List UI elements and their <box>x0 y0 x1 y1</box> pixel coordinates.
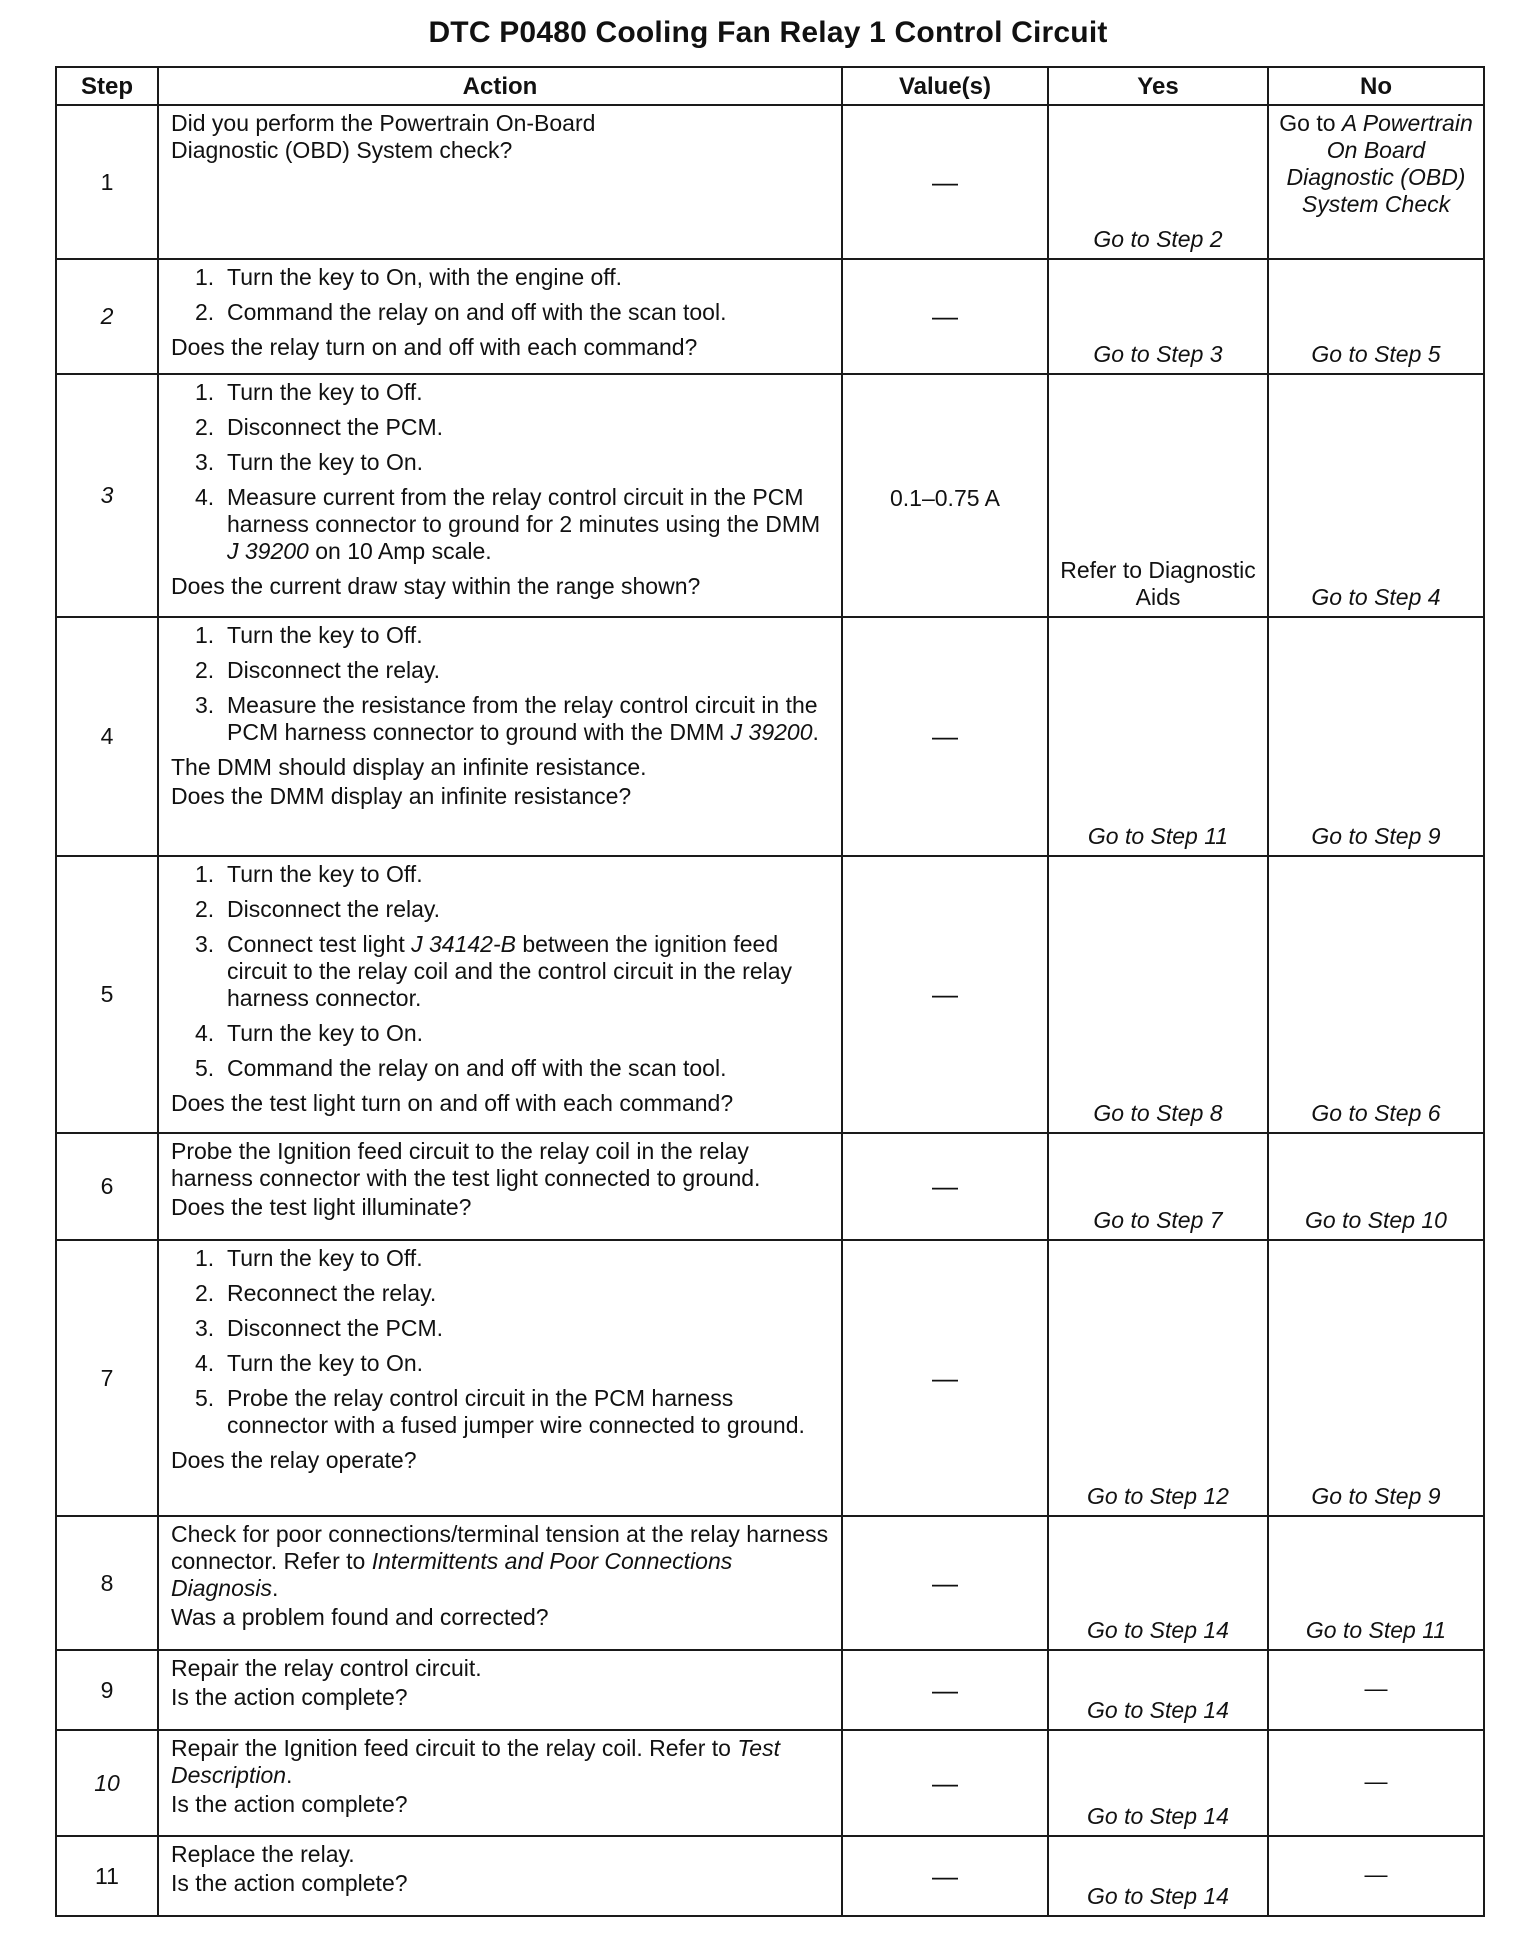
action-item: 1. Turn the key to Off. <box>195 622 423 648</box>
yes-cell: Go to Step 14 <box>1048 1836 1268 1916</box>
action-question: Is the action complete? <box>171 1870 408 1896</box>
value-cell: — <box>842 1240 1048 1516</box>
action-note: The DMM should display an infinite resistance. <box>171 754 647 780</box>
action-question: Does the current draw stay within the range shown? <box>171 573 701 599</box>
action-question: Is the action complete? <box>171 1791 408 1817</box>
value-cell: — <box>842 259 1048 374</box>
column-header-step: Step <box>56 67 158 105</box>
action-question: Was a problem found and corrected? <box>171 1604 549 1630</box>
step-number: 1 <box>56 105 158 259</box>
no-cell: Go to Step 9 <box>1268 1240 1484 1516</box>
table-row <box>56 1133 1484 1240</box>
action-item: 3. Turn the key to On. <box>195 449 424 475</box>
tool-reference: J 39200 <box>227 538 309 564</box>
action-cell <box>158 1516 842 1650</box>
step-number: 9 <box>56 1650 158 1730</box>
action-item: 2. Disconnect the relay. <box>195 896 441 922</box>
step-number: 2 <box>56 259 158 374</box>
yes-cell: Go to Step 14 <box>1048 1730 1268 1836</box>
step-number: 4 <box>56 617 158 856</box>
action-cell <box>158 1133 842 1240</box>
yes-cell: Go to Step 3 <box>1048 259 1268 374</box>
action-question: Is the action complete? <box>171 1684 408 1710</box>
action-item: 3. Measure the resistance from the relay control circuit in the PCM harness connector to ground with the DMM J 39200. <box>195 692 819 745</box>
action-question: Does the test light turn on and off with each command? <box>171 1090 734 1116</box>
no-cell: Go to Step 4 <box>1268 374 1484 617</box>
action-item: 3. Disconnect the PCM. <box>195 1315 444 1341</box>
tool-reference: J 34142-B <box>411 931 516 957</box>
step-number: 5 <box>56 856 158 1133</box>
value-cell: — <box>842 1650 1048 1730</box>
doc-reference: Intermittents and Poor Connections Diagnosis <box>171 1548 733 1601</box>
action-cell <box>158 259 842 374</box>
value-cell: 0.1–0.75 A <box>842 374 1048 617</box>
no-cell: Go to Step 6 <box>1268 856 1484 1133</box>
table-row <box>56 374 1484 617</box>
step-number: 6 <box>56 1133 158 1240</box>
action-text: Replace the relay. <box>171 1841 355 1867</box>
no-cell: — <box>1268 1836 1484 1916</box>
step-number: 11 <box>56 1836 158 1916</box>
step-number: 7 <box>56 1240 158 1516</box>
action-item: 1. Turn the key to On, with the engine off. <box>195 264 623 290</box>
yes-cell: Go to Step 7 <box>1048 1133 1268 1240</box>
yes-cell: Go to Step 14 <box>1048 1516 1268 1650</box>
action-text: Did you perform the Powertrain On-Board Diagnostic (OBD) System check? <box>171 110 596 163</box>
no-cell <box>1268 105 1484 259</box>
action-text: Repair the relay control circuit. <box>171 1655 482 1681</box>
no-text: Go to <box>1279 110 1342 136</box>
action-text: Check for poor connections/terminal tension at the relay harness connector. Refer to Intermittents and Poor Connections Diagnosis. <box>171 1521 829 1601</box>
action-cell <box>158 105 842 259</box>
step-number: 8 <box>56 1516 158 1650</box>
yes-cell: Go to Step 11 <box>1048 617 1268 856</box>
step-number: 10 <box>56 1730 158 1836</box>
no-cell: Go to Step 9 <box>1268 617 1484 856</box>
no-reference: A Powertrain On Board Diagnostic (OBD) System Check <box>1286 110 1473 217</box>
action-cell <box>158 617 842 856</box>
action-item: 4. Turn the key to On. <box>195 1350 424 1376</box>
value-cell: — <box>842 105 1048 259</box>
action-item: 2. Command the relay on and off with the scan tool. <box>195 299 727 325</box>
action-item: 2. Reconnect the relay. <box>195 1280 437 1306</box>
yes-cell: Go to Step 12 <box>1048 1240 1268 1516</box>
table-row <box>56 1516 1484 1650</box>
value-cell: — <box>842 617 1048 856</box>
action-item: 5. Command the relay on and off with the scan tool. <box>195 1055 727 1081</box>
table-row <box>56 1240 1484 1516</box>
action-item: 1. Turn the key to Off. <box>195 1245 423 1271</box>
tool-reference: J 39200 <box>730 719 813 745</box>
yes-cell: Go to Step 8 <box>1048 856 1268 1133</box>
column-header-values: Value(s) <box>842 67 1048 105</box>
header-row <box>56 67 1484 105</box>
action-cell <box>158 1730 842 1836</box>
action-question: Does the test light illuminate? <box>171 1194 472 1220</box>
action-item: 3. Connect test light J 34142-B between the ignition feed circuit to the relay coil and the control circuit in the relay harness connector. <box>195 931 793 1011</box>
action-question: Does the relay operate? <box>171 1447 417 1473</box>
page-title: DTC P0480 Cooling Fan Relay 1 Control Circuit <box>428 16 1108 49</box>
no-cell: Go to Step 10 <box>1268 1133 1484 1240</box>
table-row <box>56 1650 1484 1730</box>
table-row <box>56 259 1484 374</box>
diagnostic-table <box>55 66 1485 1917</box>
table-row <box>56 617 1484 856</box>
action-item: 1. Turn the key to Off. <box>195 861 423 887</box>
action-cell <box>158 374 842 617</box>
column-header-yes: Yes <box>1048 67 1268 105</box>
action-cell <box>158 1240 842 1516</box>
no-cell: — <box>1268 1730 1484 1836</box>
action-text: Repair the Ignition feed circuit to the relay coil. Refer to Test Description. <box>171 1735 780 1788</box>
table-row <box>56 1836 1484 1916</box>
action-cell <box>158 1836 842 1916</box>
yes-cell: Refer to Diagnostic Aids <box>1048 374 1268 617</box>
action-item: 4. Turn the key to On. <box>195 1020 424 1046</box>
value-cell: — <box>842 1730 1048 1836</box>
action-question: Does the relay turn on and off with each command? <box>171 334 698 360</box>
action-cell <box>158 856 842 1133</box>
action-item: 1. Turn the key to Off. <box>195 379 423 405</box>
action-item: 4. Measure current from the relay control circuit in the PCM harness connector to ground for 2 minutes using the DMM J 39200 on 10 Amp scale. <box>195 484 821 564</box>
value-cell: — <box>842 1133 1048 1240</box>
column-header-action: Action <box>158 67 842 105</box>
step-number: 3 <box>56 374 158 617</box>
value-cell: — <box>842 856 1048 1133</box>
yes-cell: Go to Step 14 <box>1048 1650 1268 1730</box>
no-cell: — <box>1268 1650 1484 1730</box>
action-item: 5. Probe the relay control circuit in the PCM harness connector with a fused jumper wire connected to ground. <box>195 1385 805 1438</box>
table-row <box>56 1730 1484 1836</box>
no-cell: Go to Step 11 <box>1268 1516 1484 1650</box>
action-item: 2. Disconnect the PCM. <box>195 414 444 440</box>
action-cell <box>158 1650 842 1730</box>
column-header-no: No <box>1268 67 1484 105</box>
action-text: Probe the Ignition feed circuit to the relay coil in the relay harness connector with the test light connected to ground. <box>171 1138 761 1191</box>
value-cell: — <box>842 1836 1048 1916</box>
table-row <box>56 856 1484 1133</box>
action-item: 2. Disconnect the relay. <box>195 657 441 683</box>
no-cell: Go to Step 5 <box>1268 259 1484 374</box>
table-row <box>56 105 1484 259</box>
yes-cell: Go to Step 2 <box>1048 105 1268 259</box>
doc-reference: Test Description <box>171 1735 780 1788</box>
action-question: Does the DMM display an infinite resistance? <box>171 783 632 809</box>
value-cell: — <box>842 1516 1048 1650</box>
